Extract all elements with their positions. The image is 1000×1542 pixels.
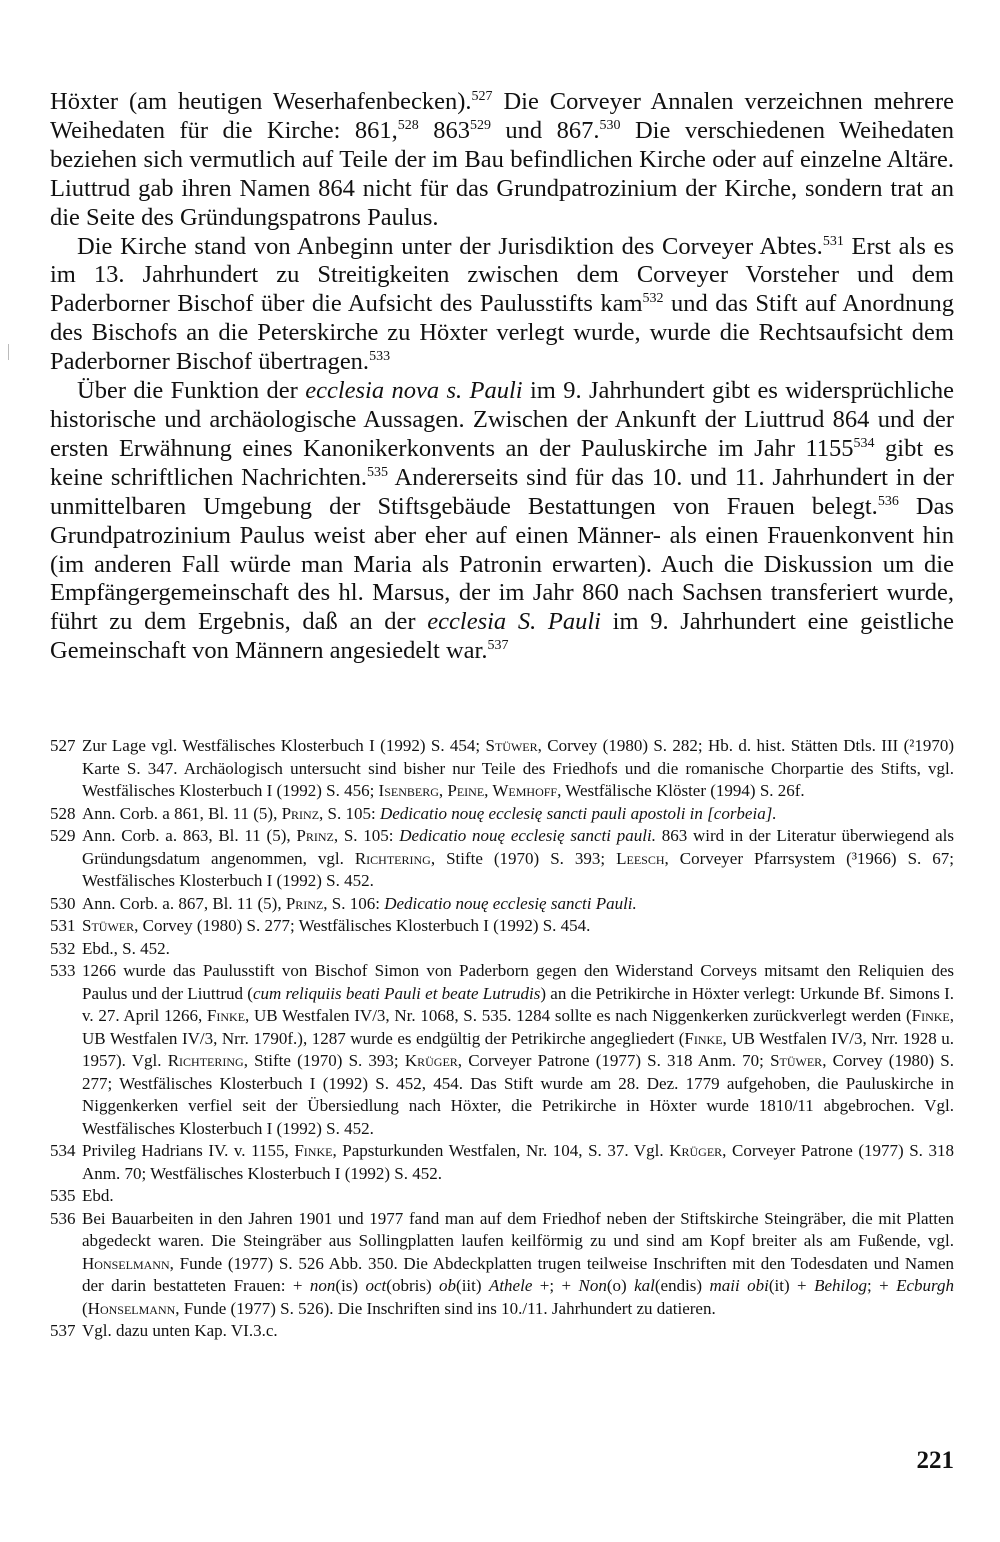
quotation: cum reliquiis beati Pauli et beate Lutrudis [252, 983, 541, 1003]
text-run: (is) [335, 1276, 366, 1295]
footnote-535 [50, 1185, 954, 1208]
author-name: Stüwer [82, 916, 135, 935]
text-run: Zur Lage vgl. Westfälisches Klosterbuch I (1992) S. 454; [82, 736, 486, 755]
quotation: Dedicatio nouę ecclesię sancti pauli. [399, 826, 656, 845]
text-run: , Stifte (1970) S. 393; [430, 848, 617, 868]
text-run: , Corvey (1980) S. 277; Westfälisches Klosterbuch I (1992) S. 454. [134, 916, 591, 935]
author-name: Finke [294, 1141, 333, 1160]
footnote-number: 528 [50, 803, 76, 823]
footnote-number: 529 [50, 826, 76, 845]
footnote-ref-535[interactable]: 535 [367, 464, 389, 480]
author-name: Finke [206, 1006, 246, 1025]
footnote-number: 532 [50, 938, 76, 958]
text-run: , Corveyer Patrone (1977) S. 318 Anm. 70; Westfälisches Klosterbuch I (1992) S. 452. [82, 1141, 954, 1183]
footnote-537 [50, 1320, 954, 1343]
text-run: (endis) [654, 1276, 710, 1295]
text-run: 1266 wurde das Paulusstift von Bischof Simon von Paderborn gegen den Widerstand Corveys mitsamt den Reliquien des Paulus und der Liuttrud ( [82, 961, 954, 1003]
text-run: , S. 105: [333, 826, 400, 845]
footnote-number: 527 [50, 736, 76, 755]
footnote-ref-537[interactable]: 537 [487, 638, 509, 654]
footnote-ref-527[interactable]: 527 [471, 89, 493, 104]
text-run: im 9. Jahrhundert eine geistliche Gemeinschaft von Männern angesiedelt war. [50, 608, 954, 665]
text-run: , Corveyer Patrone (1977) S. 318 Anm. 70; [457, 1051, 771, 1070]
author-name: Prinz [296, 826, 334, 845]
footnote-527 [50, 735, 954, 803]
footnote-text [82, 893, 954, 916]
footnote-number: 533 [50, 961, 76, 980]
text-run: Bei Bauarbeiten in den Jahren 1901 und 1977 fand man auf dem Friedhof neben der Stiftskirche Steingräber, die mit Platten abgedeckt waren. Die Steingräber aus Sollingplatten laufen keilförmig zu und sind am Kopf breiter als am Fußende, vgl. [82, 1208, 954, 1250]
inscription-text: ob [439, 1276, 457, 1295]
footnote-text [82, 735, 954, 803]
italic-term: ecclesia nova s. Pauli [305, 377, 523, 405]
text-run: , Corvey (1980) S. 277; Westfälisches Klosterbuch I (1992) S. 452, 454. Das Stift wurde am 28. Dez. 1779 aufgehoben, die Pauluskirche in Niggenkerken verfiel seit der Übersiedlung nach Höxter, die Petrikirche in Höxter wurde 1810/11 abgebrochen. Vgl. Westfälisches Klosterbuch I (1992) S. 452. [82, 1051, 954, 1138]
footnote-number: 530 [50, 893, 76, 913]
text-run: , S. 106: [323, 893, 385, 913]
text-run: im 9. Jahrhundert gibt es widersprüchliche historische und archäologische Aussagen. Zwischen der Ankunft der Liuttrud 864 und der ersten Erwähnung eines Kanonikerkonvents an der Pauluskirche im Jahr 1155 [50, 377, 954, 462]
text-run: Die verschiedenen Weihedaten beziehen sich vermutlich auf Teile der im Bau befindlichen Kirche oder auf einzelne Altäre. Liuttrud gab ihren Namen 864 nicht für das Grundpatrozinium der Kirche, sondern trat an die Seite des Gründungspatrons Paulus. [50, 116, 954, 231]
footnote-530 [50, 893, 954, 916]
author-name: Honselmann [82, 1253, 170, 1273]
author-name: Stüwer [485, 736, 538, 755]
text-run: und 867. [490, 116, 600, 144]
margin-mark [8, 344, 9, 360]
text-run: Die Kirche stand von Anbeginn unter der Jurisdiktion des Corveyer Abtes. [77, 232, 823, 260]
footnotes [50, 735, 954, 1343]
text-run: gibt es keine schriftlichen Nachrichten. [50, 434, 954, 491]
footnote-531 [50, 915, 954, 938]
text-run: und das Stift auf Anordnung des Bischofs an die Peterskirche zu Höxter verlegt wurde, wurde die Rechtsaufsicht dem Paderborner Bischof übertragen. [50, 290, 954, 376]
text-run: , Funde (1977) S. 526 Abb. 350. Die Abdeckplatten trugen teilweise Inschriften mit den Todesdaten und Namen der darin bestatteten Frauen: + [82, 1253, 954, 1295]
footnote-number: 536 [50, 1208, 76, 1228]
text-run: Vgl. dazu unten Kap. VI.3.c. [82, 1321, 278, 1340]
text-run: , Westfälische Klöster (1994) S. 26f. [557, 781, 805, 800]
footnote-number: 534 [50, 1141, 76, 1160]
text-run: , S. 105: [319, 803, 380, 823]
footnote-ref-536[interactable]: 536 [877, 493, 899, 509]
text-run: Andererseits sind für das 10. und 11. Jahrhundert in der unmittelbaren Umgebung der Stiftsgebäude Bestattungen von Frauen belegt. [50, 463, 954, 520]
text-run: 863 wird in der Literatur überwiegend als Gründungsdatum angenommen, vgl. [82, 826, 954, 868]
footnote-ref-529[interactable]: 529 [469, 117, 491, 133]
author-name: Finke [911, 1006, 950, 1025]
author-name: Krüger [404, 1051, 458, 1070]
footnote-number: 531 [50, 916, 76, 935]
footnote-ref-534[interactable]: 534 [853, 435, 875, 451]
author-name: Richtering [167, 1051, 244, 1070]
text-run: 863 [418, 116, 470, 144]
text-run: , Stifte (1970) S. 393; [243, 1051, 405, 1070]
text-run: , Corveyer Pfarrsystem (³1966) S. 67; Westfälisches Klosterbuch I (1992) S. 452. [82, 848, 954, 890]
footnote-number: 535 [50, 1186, 76, 1205]
author-name: Honselmann [87, 1298, 176, 1318]
footnote-text [82, 938, 954, 961]
quotation: Dedicatio nouę ecclesię sancti Pauli. [384, 893, 637, 913]
text-run: , Papsturkunden Westfalen, Nr. 104, S. 37. Vgl. [332, 1141, 670, 1160]
paragraph-3 [50, 377, 954, 666]
footnote-number: 537 [50, 1321, 76, 1340]
author-name: Stüwer [770, 1051, 823, 1070]
italic-term: ecclesia S. Pauli [427, 608, 601, 636]
page-number: 221 [916, 1447, 954, 1474]
footnote-text [82, 1208, 954, 1321]
footnote-text [82, 1140, 954, 1185]
inscription-text: Non [578, 1276, 607, 1295]
footnote-528 [50, 803, 954, 826]
text-run: Ann. Corb. a 861, Bl. 11 (5), [82, 803, 282, 823]
author-name: Prinz [281, 803, 320, 823]
text-run: Ann. Corb. a. 863, Bl. 11 (5), [82, 826, 297, 845]
inscription-text: oct [365, 1276, 387, 1295]
inscription-text: maii obi [709, 1276, 769, 1295]
text-run: Ebd. [82, 1186, 114, 1205]
text-run: (iit) [456, 1276, 489, 1295]
author-name: Isenberg, Peine, Wemhoff [378, 781, 558, 800]
paragraph-1 [50, 88, 954, 233]
text-run: Höxter (am heutigen Weserhafenbecken). [50, 88, 472, 115]
inscription-text: Ecburgh [896, 1276, 955, 1295]
footnote-ref-530[interactable]: 530 [599, 117, 621, 133]
text-run: +; + [532, 1276, 579, 1295]
text-run: Ebd., S. 452. [82, 938, 170, 958]
text-run: Die Corveyer Annalen verzeichnen mehrere Weihedaten für die Kirche: 861, [50, 88, 954, 144]
text-run: ; + [866, 1276, 897, 1295]
text-run: (it) + [768, 1276, 815, 1295]
text-run: (o) [606, 1276, 635, 1295]
text-run: , Funde (1977) S. 526). Die Inschriften sind ins 10./11. Jahrhundert zu datieren. [175, 1298, 716, 1318]
inscription-text: non [309, 1276, 336, 1295]
footnote-text [82, 915, 954, 938]
footnote-533 [50, 960, 954, 1140]
footnote-text [82, 1320, 954, 1343]
footnote-529 [50, 825, 954, 893]
text-run: Über die Funktion der [77, 377, 306, 405]
text-run: Privileg Hadrians IV. v. 1155, [82, 1141, 295, 1160]
quotation: Dedicatio nouę ecclesię sancti pauli apostoli in [corbeia]. [379, 803, 777, 823]
footnote-text [82, 1185, 954, 1208]
footnote-ref-528[interactable]: 528 [397, 117, 419, 133]
text-run: , UB Westfalen IV/3, Nr. 1068, S. 535. 1284 sollte es nach Niggenkerken zurückverlegt werden ( [245, 1006, 912, 1025]
footnote-536 [50, 1208, 954, 1321]
main-text [50, 88, 954, 666]
text-run: Ann. Corb. a. 867, Bl. 11 (5), [82, 893, 286, 913]
text-run: , UB Westfalen IV/3, Nrr. 1928 u. 1957). Vgl. [82, 1028, 954, 1070]
footnote-text [82, 960, 954, 1140]
footnote-ref-531[interactable]: 531 [822, 233, 844, 249]
inscription-text: Athele [488, 1276, 533, 1295]
author-name: Krüger [669, 1141, 723, 1160]
author-name: Finke [684, 1028, 723, 1048]
text-run: (obris) [386, 1276, 440, 1295]
footnote-text [82, 825, 954, 893]
paragraph-2 [50, 233, 954, 378]
author-name: Leesch [616, 848, 665, 868]
footnote-532 [50, 938, 954, 961]
text-run: Erst als es im 13. Jahrhundert zu Streitigkeiten zwischen dem Corveyer Vorsteher und dem Paderborner Bischof über die Aufsicht des Paulusstifts kam [50, 232, 954, 318]
footnote-text [82, 803, 954, 826]
text-run: , UB Westfalen IV/3, Nrr. 1790f.), 1287 wurde es endgültig der Petrikirche angegliedert ( [82, 1006, 954, 1048]
text-run: Das Grundpatrozinium Paulus weist aber eher auf einen Männer- als einen Frauenkonvent hin (im anderen Fall würde man Maria als Patronin erwarten). Auch die Diskussion um die Empfängergemeinschaft des hl. Marsus, der im Jahr 860 nach Sachsen transferiert wurde, führt zu dem Ergebnis, daß an der [50, 492, 954, 636]
author-name: Richtering [354, 848, 431, 868]
inscription-text: Behilog [814, 1276, 867, 1295]
author-name: Prinz [285, 893, 324, 913]
footnote-ref-532[interactable]: 532 [642, 291, 664, 307]
text-run: , Corvey (1980) S. 282; Hb. d. hist. Stätten Dtls. III (²1970) Karte S. 347. Archäologisch untersucht sind bisher nur Teile des Friedhofs und die romanische Chorpartie des Stifts, vgl. Westfälisches Klosterbuch I (1992) S. 456; [82, 736, 954, 800]
footnote-ref-533[interactable]: 533 [369, 349, 391, 365]
text-run: ) an die Petrikirche in Höxter verlegt: Urkunde Bf. Simons I. v. 27. April 1266, [82, 983, 955, 1025]
inscription-text: kal [634, 1276, 655, 1295]
text-run: ( [82, 1298, 88, 1318]
footnote-534 [50, 1140, 954, 1185]
